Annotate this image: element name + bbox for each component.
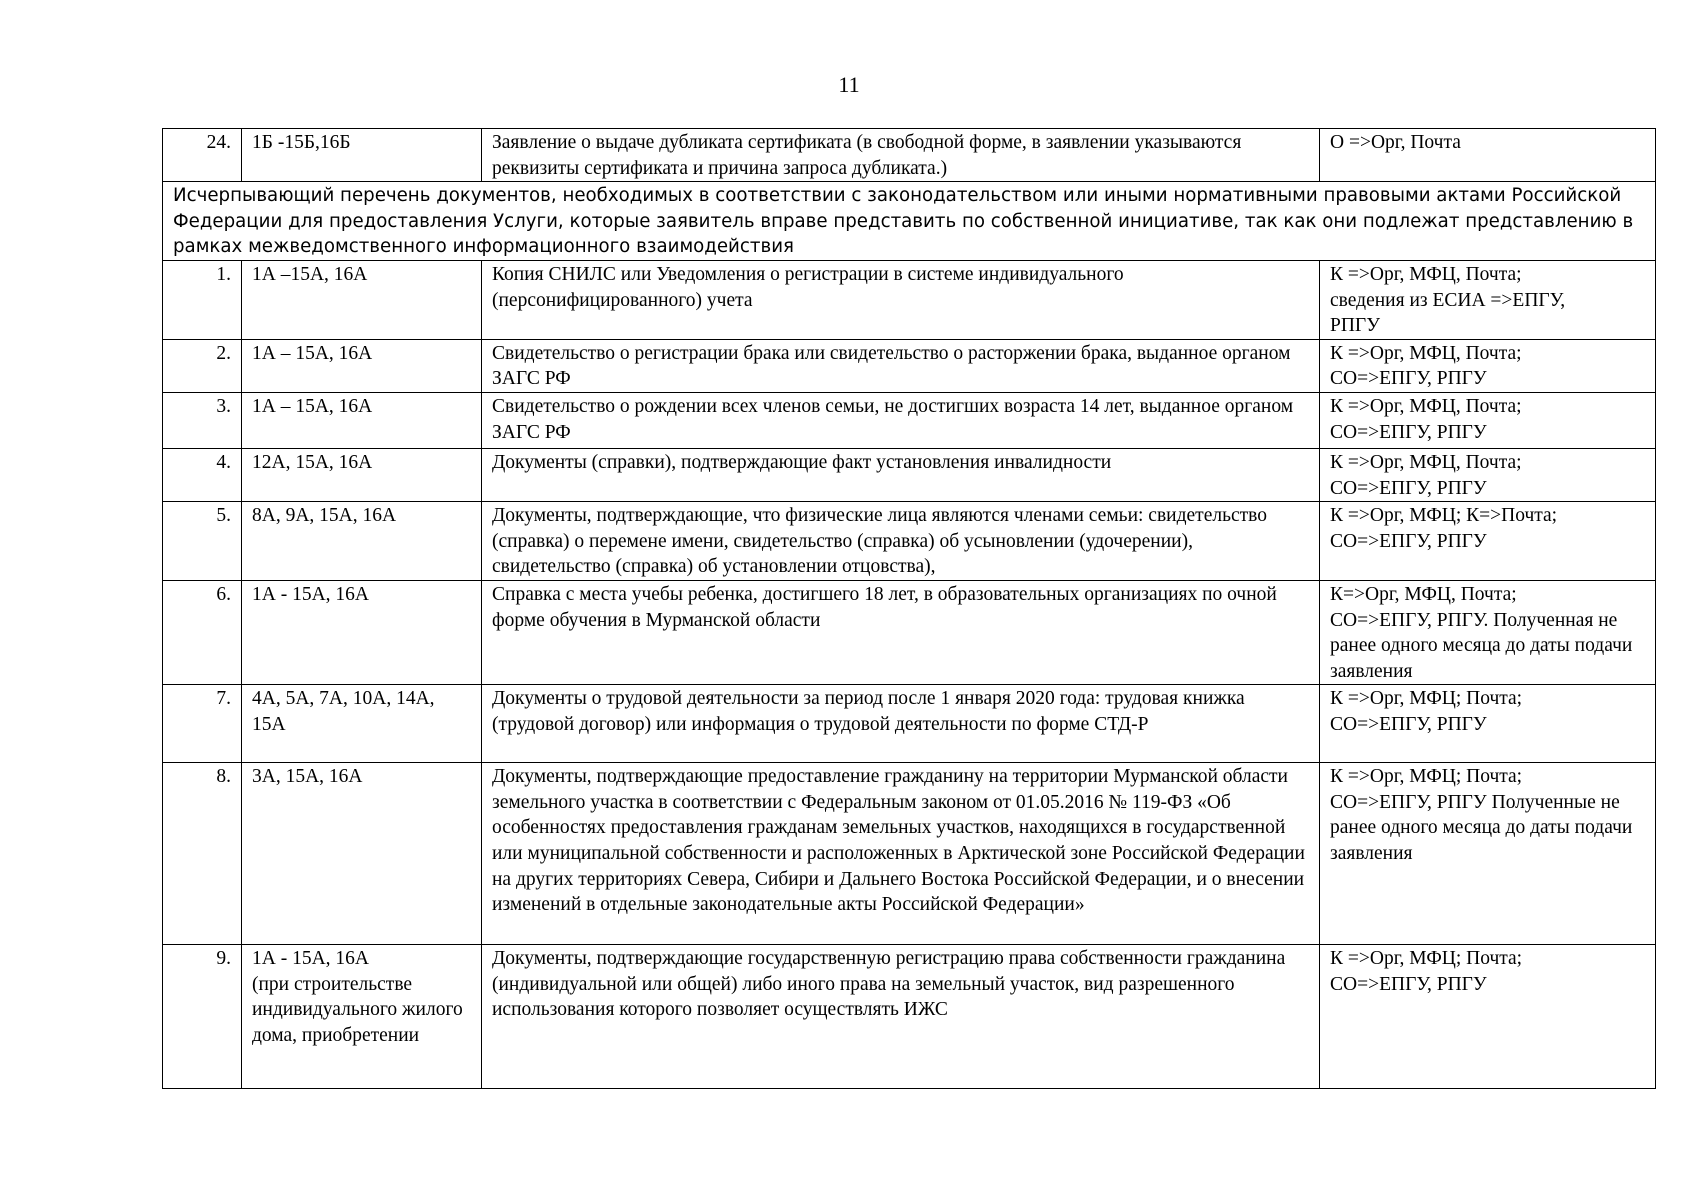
row-description: Заявление о выдаче дубликата сертификата (в свободной форме, в заявлении указываются реквизиты сертификата и причина запроса дубликата.) (482, 129, 1320, 182)
row-description: Документы (справки), подтверждающие факт установления инвалидности (482, 448, 1320, 501)
row-codes: 1А – 15А, 16А (242, 339, 482, 392)
row-codes: 1А - 15А, 16А (при строительстве индивидуального жилого дома, приобретении (242, 945, 482, 1089)
row-codes: 1А - 15А, 16А (242, 580, 482, 684)
row-channel: О =>Орг, Почта (1320, 129, 1656, 182)
row-channel: К =>Орг, МФЦ; Почта; СО=>ЕПГУ, РПГУ (1320, 945, 1656, 1089)
documents-table (162, 128, 1656, 1089)
row-number: 9. (163, 945, 242, 1089)
row-number: 1. (163, 260, 242, 339)
table-row (163, 339, 1656, 392)
table-row (163, 580, 1656, 684)
row-number: 6. (163, 580, 242, 684)
table-row (163, 763, 1656, 945)
table-row (163, 502, 1656, 581)
row-channel: К =>Орг, МФЦ, Почта; сведения из ЕСИА =>ЕПГУ, РПГУ (1320, 260, 1656, 339)
row-description: Копия СНИЛС или Уведомления о регистрации в системе индивидуального (персонифицированного) учета (482, 260, 1320, 339)
row-description: Документы, подтверждающие, что физические лица являются членами семьи: свидетельство (справка) о перемене имени, свидетельство (справка) об усыновлении (удочерении), свидетельство (справка) об установлении отцовства), (482, 502, 1320, 581)
row-description: Свидетельство о рождении всех членов семьи, не достигших возраста 14 лет, выданное органом ЗАГС РФ (482, 392, 1320, 448)
table-row (163, 129, 1656, 182)
table-row (163, 392, 1656, 448)
row-channel: К =>Орг, МФЦ, Почта; СО=>ЕПГУ, РПГУ (1320, 448, 1656, 501)
row-channel: К =>Орг, МФЦ, Почта; СО=>ЕПГУ, РПГУ (1320, 392, 1656, 448)
table-row (163, 945, 1656, 1089)
row-codes: 8А, 9А, 15А, 16А (242, 502, 482, 581)
row-codes: 1А – 15А, 16А (242, 392, 482, 448)
row-number: 8. (163, 763, 242, 945)
table-row (163, 685, 1656, 763)
row-codes: 4А, 5А, 7А, 10А, 14А, 15А (242, 685, 482, 763)
row-number: 7. (163, 685, 242, 763)
table-row (163, 448, 1656, 501)
row-channel: К =>Орг, МФЦ; Почта; СО=>ЕПГУ, РПГУ (1320, 685, 1656, 763)
page-number: 11 (838, 72, 860, 97)
row-description: Документы о трудовой деятельности за период после 1 января 2020 года: трудовая книжка (трудовой договор) или информация о трудовой деятельности по форме СТД-Р (482, 685, 1320, 763)
table-row (163, 260, 1656, 339)
row-description: Документы, подтверждающие государственную регистрацию права собственности гражданина (индивидуальной или общей) либо иного права на земельный участок, вид разрешенного использования которого позволяет осуществлять ИЖС (482, 945, 1320, 1089)
row-number: 4. (163, 448, 242, 501)
row-channel: К =>Орг, МФЦ; Почта; СО=>ЕПГУ, РПГУ Полученные не ранее одного месяца до даты подачи заявления (1320, 763, 1656, 945)
row-number: 5. (163, 502, 242, 581)
row-codes: 12А, 15А, 16А (242, 448, 482, 501)
section-heading: Исчерпывающий перечень документов, необходимых в соответствии с законодательством или иными нормативными правовыми актами Российской Федерации для предоставления Услуги, которые заявитель вправе представить по собственной инициативе, так как они подлежат представлению в рамках межведомственного информационного взаимодействия (163, 182, 1656, 261)
row-number: 3. (163, 392, 242, 448)
row-description: Свидетельство о регистрации брака или свидетельство о расторжении брака, выданное органом ЗАГС РФ (482, 339, 1320, 392)
row-channel: К =>Орг, МФЦ; К=>Почта; СО=>ЕПГУ, РПГУ (1320, 502, 1656, 581)
row-number: 2. (163, 339, 242, 392)
section-row (163, 182, 1656, 261)
row-channel: К=>Орг, МФЦ, Почта; СО=>ЕПГУ, РПГУ. Полученная не ранее одного месяца до даты подачи заявления (1320, 580, 1656, 684)
row-codes: 1Б -15Б,16Б (242, 129, 482, 182)
row-channel: К =>Орг, МФЦ, Почта; СО=>ЕПГУ, РПГУ (1320, 339, 1656, 392)
row-description: Справка с места учебы ребенка, достигшего 18 лет, в образовательных организациях по очной форме обучения в Мурманской области (482, 580, 1320, 684)
row-codes: 3А, 15А, 16А (242, 763, 482, 945)
row-description: Документы, подтверждающие предоставление гражданину на территории Мурманской области земельного участка в соответствии с Федеральным законом от 01.05.2016 № 119-ФЗ «Об особенностях предоставления гражданам земельных участков, находящихся в государственной или муниципальной собственности и расположенных в Арктической зоне Российской Федерации на других территориях Севера, Сибири и Дальнего Востока Российской Федерации, и о внесении изменений в отдельные законодательные акты Российской Федерации» (482, 763, 1320, 945)
row-codes: 1А –15А, 16А (242, 260, 482, 339)
row-number: 24. (163, 129, 242, 182)
